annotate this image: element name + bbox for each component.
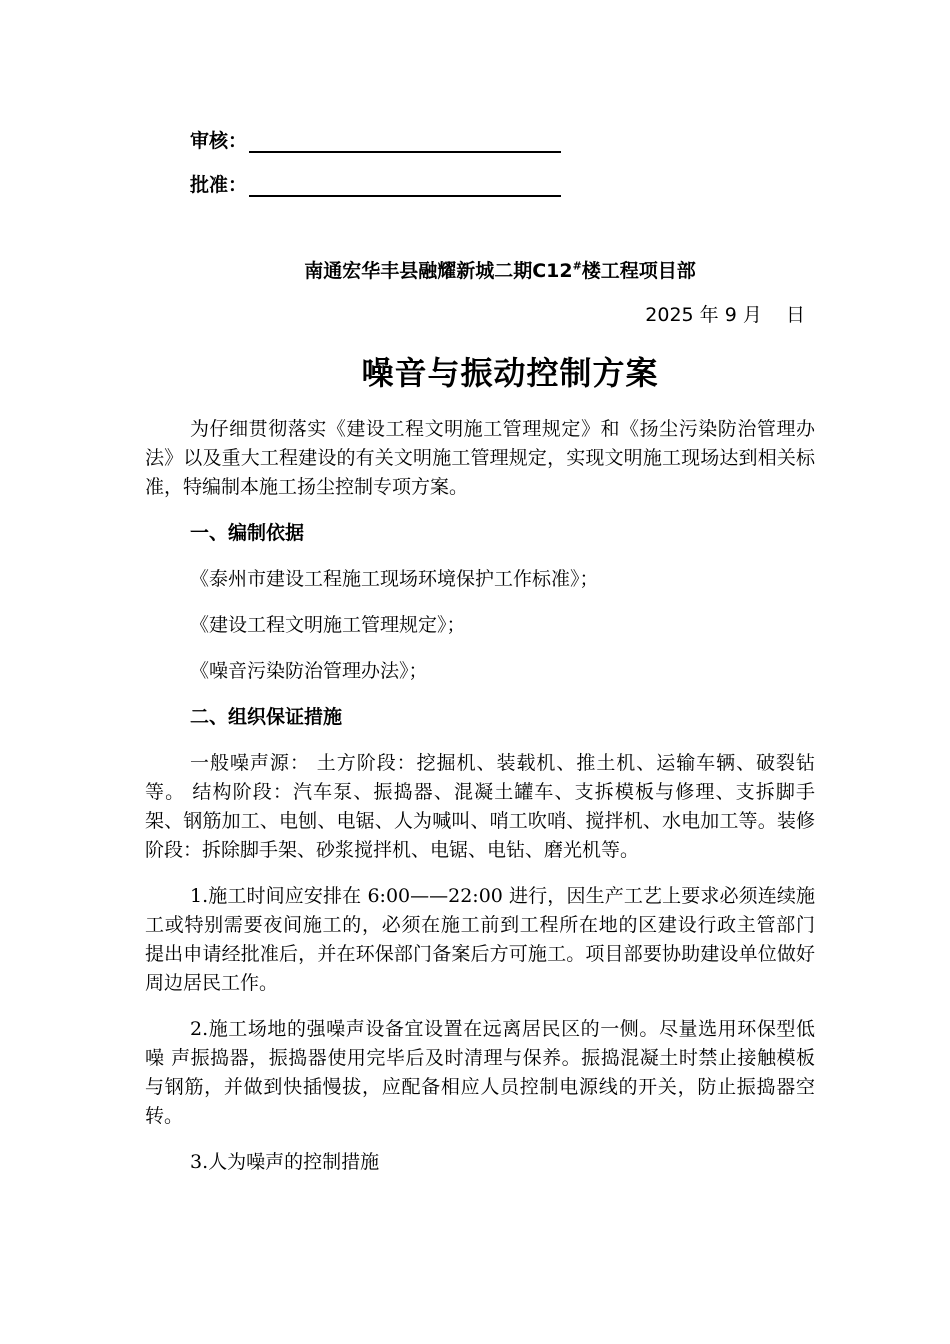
approve-label: 批准： bbox=[190, 174, 248, 196]
section-heading-measures: 二、组织保证措施 bbox=[190, 706, 343, 728]
org-name-suffix: 楼工程项目部 bbox=[581, 260, 696, 282]
intro-paragraph: 为仔细贯彻落实《建设工程文明施工管理规定》和《扬尘污染防治管理办法》以及重大工程建设的有关文明施工管理规定，实现文明施工现场达到相关标准，特编制本施工扬尘控制专项方案。 bbox=[145, 418, 815, 498]
organization-name bbox=[0, 256, 950, 283]
document-date: 2025 年 9 月 日 bbox=[645, 304, 805, 326]
review-label: 审核： bbox=[190, 130, 248, 152]
reference-item: 《噪音污染防治管理办法》； bbox=[190, 660, 428, 682]
equipment-placement-paragraph: 2.施工场地的强噪声设备宜设置在远离居民区的一侧。尽量选用环保型低噪 声振捣器，振捣器使用完毕后及时清理与保养。振捣混凝土时禁止接触模板与钢筋，并做到快插慢拔，应配备相应人员控制电源线的开关，防止振捣器空转。 bbox=[145, 1018, 815, 1127]
review-signature-line[interactable] bbox=[249, 133, 561, 153]
construction-time-paragraph: 1.施工时间应安排在 6:00——22:00 进行，因生产工艺上要求必须连续施工或特别需要夜间施工的，必须在施工前到工程所在地的区建设行政主管部门 提出申请经批准后，并在环保部门备案后方可施工。项目部要协助建设单位做好 周边居民工作。 bbox=[145, 885, 815, 994]
approve-signature-line[interactable] bbox=[249, 177, 561, 197]
review-signature-row bbox=[190, 126, 561, 153]
noise-sources-paragraph: 一般噪声源： 土方阶段：挖掘机、装载机、推土机、运输车辆、破裂钻等。 结构阶段：汽车泵、振捣器、混凝土罐车、支拆模板与修理、支拆脚手架、钢筋加工、电刨、电锯、人为喊叫、哨工吹哨、搅拌机、水电加工等。装修阶段：拆除脚手架、砂浆搅拌机、电锯、电钻、磨光机等。 bbox=[145, 752, 815, 861]
reference-item: 《泰州市建设工程施工现场环境保护工作标准》； bbox=[190, 568, 599, 590]
reference-item: 《建设工程文明施工管理规定》； bbox=[190, 614, 466, 636]
org-name-superscript: # bbox=[572, 259, 582, 273]
org-name-prefix: 南通宏华丰县融耀新城二期C12 bbox=[304, 260, 573, 282]
human-noise-paragraph: 3.人为噪声的控制措施 bbox=[190, 1151, 380, 1173]
document-title: 噪音与振动控制方案 bbox=[361, 354, 659, 392]
document-body bbox=[145, 415, 815, 1194]
section-heading-basis: 一、编制依据 bbox=[190, 522, 305, 544]
approve-signature-row bbox=[190, 170, 561, 197]
